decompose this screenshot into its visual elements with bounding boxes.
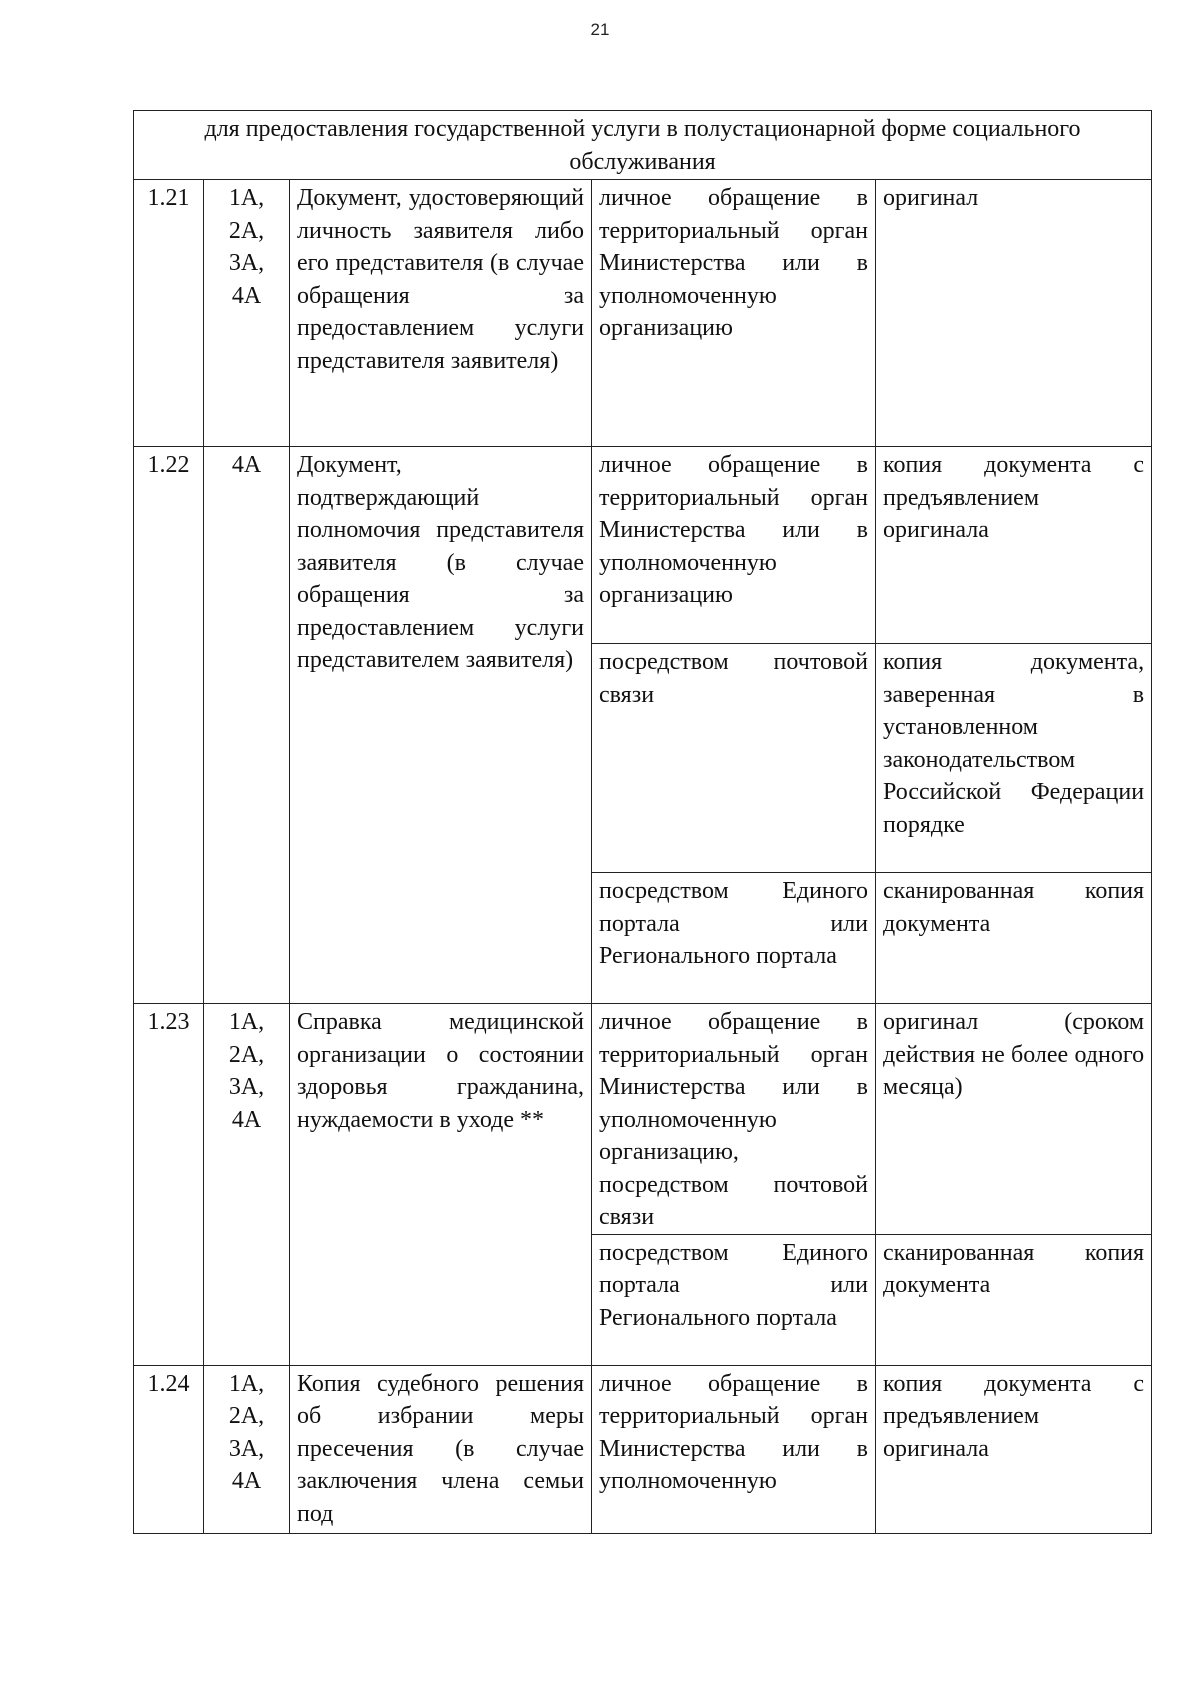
category: 3А, [228,250,265,276]
document-name: Копия судебного решения об избрании меры пресечения (в случае заключения члена семьи под [290,1365,592,1533]
submission-method: личное обращение в территориальный орган Министерства или в уполномоченную организацию [592,447,876,644]
document-form: копия документа, заверенная в установленном законодательством Российской Федерации порядке [876,644,1152,873]
document-form: сканированная копия документа [876,1234,1152,1365]
table-row [134,1365,1152,1533]
submission-method: личное обращение в территориальный орган Министерства или в уполномоченную [592,1365,876,1533]
category: 4А [231,282,262,309]
category: 4А [231,452,262,478]
row-categories [204,180,290,447]
document-name: Справка медицинской организации о состоянии здоровья гражданина, нуждаемости в уходе ** [290,1004,592,1366]
row-categories [204,1004,290,1366]
category: 4А [231,1106,262,1133]
document-name: Документ, удостоверяющий личность заявителя либо его представителя (в случае обращения за предоставлением услуги представителя заявителя) [290,180,592,447]
document-form: оригинал [876,180,1152,447]
document-form: копия документа с предъявлением оригинала [876,1365,1152,1533]
row-categories [204,447,290,1004]
row-categories [204,1365,290,1533]
category: 3А, [228,1435,265,1462]
category: 1А, [228,1009,265,1035]
document-form: сканированная копия документа [876,873,1152,1004]
category: 2А, [228,217,265,244]
submission-method: посредством Единого портала или Регионального портала [592,1234,876,1365]
table-row [134,1004,1152,1235]
category: 2А, [228,1041,265,1068]
table-section-header: для предоставления государственной услуги в полустационарной форме социального обслуживания [134,111,1152,180]
table-row [134,447,1152,644]
category: 3А, [228,1074,265,1100]
document-form: оригинал (сроком действия не более одного месяца) [876,1004,1152,1235]
category: 1А, [228,185,265,211]
row-number: 1.22 [134,447,204,1004]
table-row [134,180,1152,447]
row-number: 1.21 [134,180,204,447]
category: 1А, [228,1370,265,1397]
submission-method: посредством Единого портала или Регионального портала [592,873,876,1004]
table-header-row [134,111,1152,180]
category: 2А, [228,1403,265,1429]
document-form: копия документа с предъявлением оригинала [876,447,1152,644]
page-number: 21 [590,20,610,39]
row-number: 1.24 [134,1365,204,1533]
documents-table [133,110,1152,1534]
category: 4А [231,1468,262,1494]
submission-method: личное обращение в территориальный орган Министерства или в уполномоченную организацию, посредством почтовой связи [592,1004,876,1235]
submission-method: личное обращение в территориальный орган Министерства или в уполномоченную организацию [592,180,876,447]
submission-method: посредством почтовой связи [592,644,876,873]
row-number: 1.23 [134,1004,204,1366]
document-name: Документ, подтверждающий полномочия представителя заявителя (в случае обращения за предоставлением услуги представителем заявителя) [290,447,592,1004]
